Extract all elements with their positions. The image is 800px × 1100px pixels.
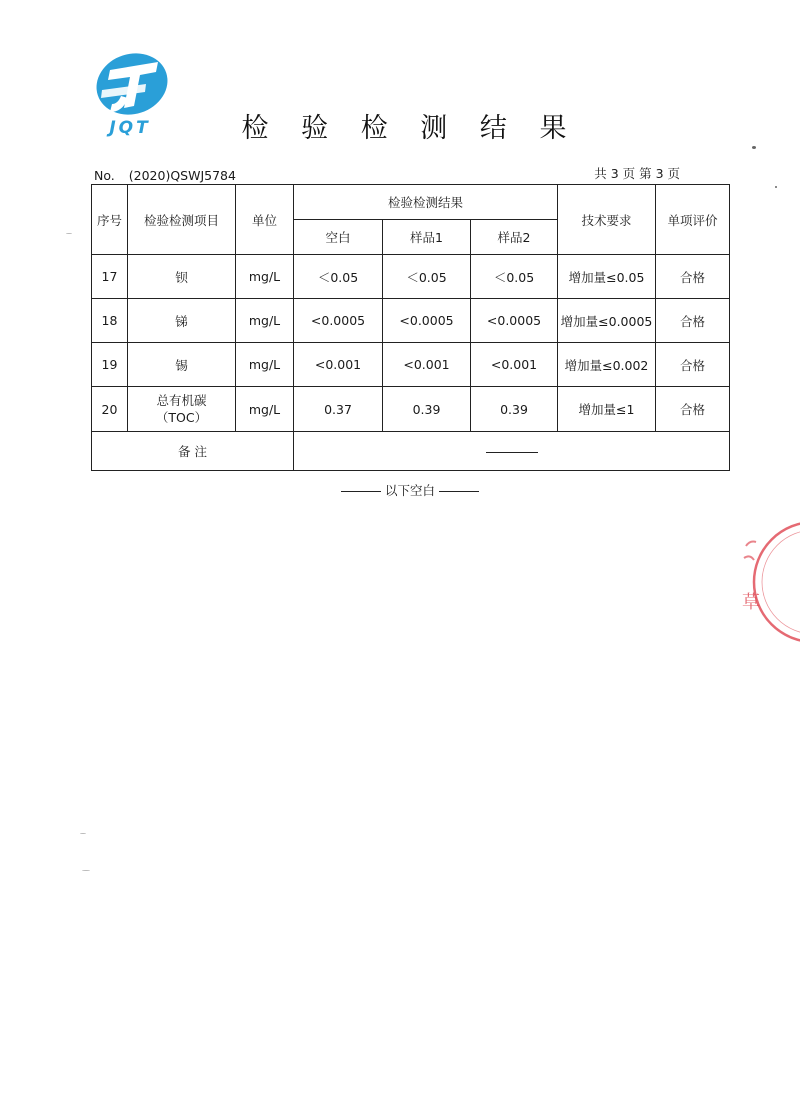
scan-speck — [752, 146, 756, 149]
table-row — [92, 343, 730, 387]
cell-seq: 17 — [92, 255, 128, 299]
cell-sample2: <0.0005 — [471, 299, 558, 343]
cell-seq: 18 — [92, 299, 128, 343]
report-number-label: No. — [94, 168, 115, 183]
cell-seq: 19 — [92, 343, 128, 387]
cell-blank: 0.37 — [294, 387, 383, 432]
report-number — [94, 168, 236, 183]
header-item: 检验检测项目 — [128, 185, 236, 255]
cell-unit: mg/L — [236, 387, 294, 432]
cell-blank: <0.0005 — [294, 299, 383, 343]
header-sample2: 样品2 — [471, 220, 558, 255]
cell-sample1: <0.001 — [383, 343, 471, 387]
blank-below-note — [0, 481, 800, 499]
page-count: 共 3 页 第 3 页 — [594, 166, 680, 181]
table-row — [92, 255, 730, 299]
header-requirement: 技术要求 — [558, 185, 656, 255]
cell-evaluation: 合格 — [656, 387, 730, 432]
cell-evaluation: 合格 — [656, 255, 730, 299]
header-evaluation: 单项评价 — [656, 185, 730, 255]
header-sample1: 样品1 — [383, 220, 471, 255]
cell-item: 钡 — [128, 255, 236, 299]
page-title: 检 验 检 测 结 果 — [241, 113, 579, 144]
header-blank: 空白 — [294, 220, 383, 255]
cell-item: 锡 — [128, 343, 236, 387]
header-results-group: 检验检测结果 — [294, 185, 558, 220]
remark-dash — [486, 452, 538, 453]
cell-item-line1: 总有机碳 — [156, 393, 207, 408]
cell-requirement: 增加量≤0.05 — [558, 255, 656, 299]
seal-char: 草 — [742, 592, 760, 613]
remark-row — [92, 432, 730, 471]
results-table — [91, 184, 730, 471]
scan-speck — [775, 186, 777, 188]
cell-requirement: 增加量≤1 — [558, 387, 656, 432]
cell-sample2: ＜0.05 — [471, 255, 558, 299]
cell-seq: 20 — [92, 387, 128, 432]
cell-sample1: ＜0.05 — [383, 255, 471, 299]
table-row — [92, 299, 730, 343]
cell-unit: mg/L — [236, 255, 294, 299]
cell-blank: ＜0.05 — [294, 255, 383, 299]
remark-label: 备 注 — [92, 432, 294, 471]
note-rule-right — [439, 491, 479, 492]
cell-item: 锑 — [128, 299, 236, 343]
logo-wordmark: JQT — [109, 118, 151, 138]
cell-unit: mg/L — [236, 299, 294, 343]
header-seq: 序号 — [92, 185, 128, 255]
remark-value — [294, 432, 730, 471]
official-seal — [736, 518, 800, 648]
cell-item-line2: （TOC） — [155, 410, 208, 425]
table-row — [92, 387, 730, 432]
note-text: 以下空白 — [384, 483, 435, 498]
cell-sample1: <0.0005 — [383, 299, 471, 343]
table-header-row — [92, 185, 730, 220]
cell-sample1: 0.39 — [383, 387, 471, 432]
cell-sample2: <0.001 — [471, 343, 558, 387]
report-number-value: (2020)QSWJ5784 — [128, 168, 236, 183]
cell-sample2: 0.39 — [471, 387, 558, 432]
header-unit: 单位 — [236, 185, 294, 255]
cell-evaluation: 合格 — [656, 299, 730, 343]
cell-evaluation: 合格 — [656, 343, 730, 387]
cell-unit: mg/L — [236, 343, 294, 387]
scan-speck — [82, 870, 90, 871]
note-rule-left — [341, 491, 381, 492]
scan-speck — [66, 233, 72, 234]
scan-speck — [80, 833, 86, 834]
cell-item — [128, 387, 236, 432]
cell-requirement: 增加量≤0.0005 — [558, 299, 656, 343]
cell-requirement: 增加量≤0.002 — [558, 343, 656, 387]
cell-blank: <0.001 — [294, 343, 383, 387]
